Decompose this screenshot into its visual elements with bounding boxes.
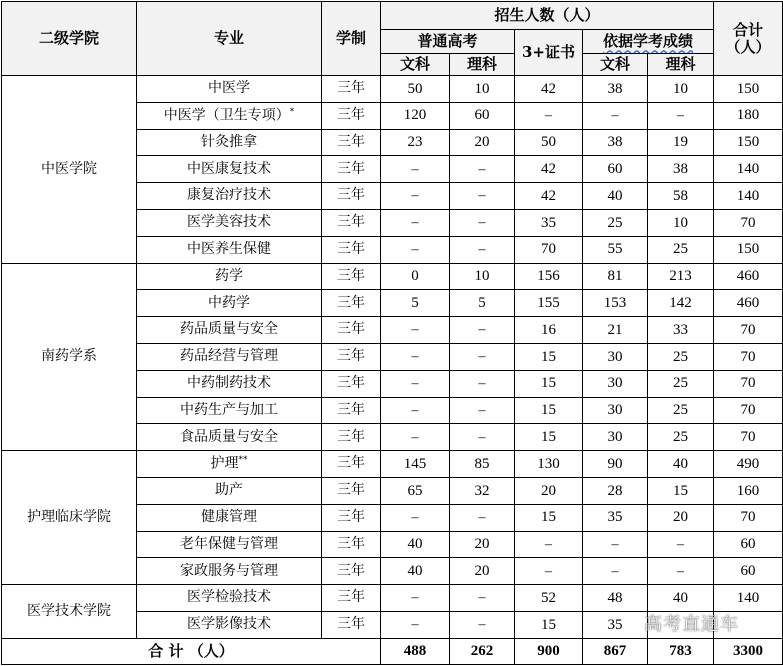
footnote-mark: ** [238, 455, 248, 466]
totals-regular-science: 262 [450, 639, 515, 665]
total-cell: 140 [714, 183, 783, 210]
duration-cell: 三年 [322, 209, 381, 236]
total-cell [714, 611, 783, 638]
regular-arts-cell: – [381, 236, 450, 263]
regular-science-cell: – [450, 397, 515, 424]
cert-cell: 15 [515, 370, 583, 397]
regular-science-cell: 5 [450, 290, 515, 317]
regular-science-cell: – [450, 370, 515, 397]
major-cell [137, 397, 322, 424]
major-name: 中医学（卫生专项） [163, 107, 290, 124]
regular-arts-cell: 65 [381, 477, 450, 504]
major-name: 中药学 [208, 294, 250, 311]
major-name: 老年保健与管理 [180, 535, 278, 552]
cert-cell: 35 [515, 209, 583, 236]
major-name: 助产 [215, 482, 243, 499]
major-name: 中医学 [208, 80, 250, 97]
cert-cell: – [515, 531, 583, 558]
academic-arts-cell: 28 [583, 477, 648, 504]
totals-academic-arts: 867 [583, 639, 648, 665]
academic-science-cell: 40 [648, 451, 714, 478]
duration-cell: 三年 [322, 451, 381, 478]
major-name: 药品经营与管理 [180, 348, 278, 365]
total-cell: 180 [714, 102, 783, 129]
major-name: 医学美容技术 [187, 214, 271, 231]
academic-arts-cell: – [583, 558, 648, 585]
header-academic-test [583, 30, 714, 54]
duration-cell: 三年 [322, 397, 381, 424]
totals-academic-science: 783 [648, 639, 714, 665]
college-name: 护理临床学院 [2, 451, 137, 585]
regular-arts-cell: – [381, 504, 450, 531]
duration-cell: 三年 [322, 183, 381, 210]
academic-arts-cell: 30 [583, 370, 648, 397]
total-cell: 70 [714, 343, 783, 370]
academic-science-cell: 58 [648, 183, 714, 210]
header-regular-arts: 文科 [381, 54, 450, 76]
regular-science-cell: 10 [450, 263, 515, 290]
total-cell: 150 [714, 76, 783, 103]
total-cell: 70 [714, 370, 783, 397]
total-cell: 70 [714, 317, 783, 344]
total-cell: 70 [714, 504, 783, 531]
academic-arts-cell: 38 [583, 76, 648, 103]
academic-arts-cell: 40 [583, 183, 648, 210]
duration-cell: 三年 [322, 531, 381, 558]
major-cell [137, 290, 322, 317]
major-cell [137, 558, 322, 585]
duration-cell: 三年 [322, 585, 381, 612]
enrollment-table [1, 1, 783, 665]
total-cell: 490 [714, 451, 783, 478]
header-academic-test-label: 依据学考成绩 [602, 32, 693, 51]
major-cell [137, 102, 322, 129]
academic-science-cell: 25 [648, 424, 714, 451]
header-regular-exam: 普通高考 [381, 30, 515, 54]
totals-row [2, 639, 783, 665]
footnote-mark: * [289, 106, 295, 117]
academic-arts-cell: 30 [583, 343, 648, 370]
regular-arts-cell: – [381, 397, 450, 424]
regular-science-cell: 32 [450, 477, 515, 504]
regular-arts-cell: 23 [381, 129, 450, 156]
regular-science-cell: 20 [450, 129, 515, 156]
total-cell: 70 [714, 397, 783, 424]
academic-arts-cell: 153 [583, 290, 648, 317]
total-cell: 150 [714, 236, 783, 263]
header-regular-science: 理科 [450, 54, 515, 76]
duration-cell: 三年 [322, 558, 381, 585]
regular-arts-cell: – [381, 585, 450, 612]
major-name: 中医养生保健 [187, 240, 271, 257]
duration-cell: 三年 [322, 343, 381, 370]
regular-science-cell: 20 [450, 531, 515, 558]
table-row [2, 451, 783, 478]
total-cell: 60 [714, 531, 783, 558]
major-cell [137, 129, 322, 156]
header-total-line1: 合计 [732, 21, 763, 39]
academic-science-cell: 25 [648, 343, 714, 370]
duration-cell: 三年 [322, 263, 381, 290]
academic-arts-cell: 38 [583, 129, 648, 156]
table-body [2, 76, 783, 639]
regular-science-cell: 20 [450, 558, 515, 585]
duration-cell: 三年 [322, 504, 381, 531]
cert-cell: 15 [515, 397, 583, 424]
regular-science-cell: – [450, 343, 515, 370]
cert-cell: 52 [515, 585, 583, 612]
regular-science-cell: – [450, 156, 515, 183]
regular-science-cell: – [450, 209, 515, 236]
cert-cell: 15 [515, 611, 583, 638]
regular-science-cell: – [450, 424, 515, 451]
major-name: 家政服务与管理 [180, 562, 278, 579]
regular-arts-cell: – [381, 343, 450, 370]
academic-science-cell: 40 [648, 585, 714, 612]
academic-science-cell: 10 [648, 209, 714, 236]
regular-science-cell: 10 [450, 76, 515, 103]
total-cell: 150 [714, 129, 783, 156]
academic-science-cell: – [648, 102, 714, 129]
cert-cell: – [515, 102, 583, 129]
duration-cell: 三年 [322, 156, 381, 183]
regular-arts-cell: – [381, 370, 450, 397]
academic-science-cell: 15 [648, 477, 714, 504]
major-name: 中药制药技术 [187, 374, 271, 391]
total-cell: 160 [714, 477, 783, 504]
totals-regular-arts: 488 [381, 639, 450, 665]
cert-cell: 156 [515, 263, 583, 290]
total-cell: 60 [714, 558, 783, 585]
regular-science-cell: – [450, 183, 515, 210]
academic-science-cell: 213 [648, 263, 714, 290]
regular-science-cell: – [450, 585, 515, 612]
duration-cell: 三年 [322, 370, 381, 397]
regular-science-cell: – [450, 236, 515, 263]
major-cell [137, 451, 322, 478]
major-name: 中药生产与加工 [180, 401, 278, 418]
header-major: 专业 [137, 2, 322, 76]
academic-science-cell: 38 [648, 156, 714, 183]
major-cell [137, 156, 322, 183]
watermark-logo: 高考直通车 [644, 614, 739, 635]
academic-science-cell: 33 [648, 317, 714, 344]
major-name: 药学 [215, 267, 243, 284]
regular-science-cell: 60 [450, 102, 515, 129]
header-college: 二级学院 [2, 2, 137, 76]
major-name: 食品质量与安全 [180, 428, 278, 445]
regular-arts-cell: – [381, 209, 450, 236]
major-name: 医学检验技术 [187, 589, 271, 606]
major-cell [137, 424, 322, 451]
college-name: 医学技术学院 [2, 585, 137, 639]
major-cell [137, 263, 322, 290]
academic-science-cell: – [648, 531, 714, 558]
academic-arts-cell: 90 [583, 451, 648, 478]
header-duration: 学制 [322, 2, 381, 76]
regular-science-cell: – [450, 504, 515, 531]
header-cert: 3+证书 [515, 30, 583, 76]
academic-science-cell: 10 [648, 76, 714, 103]
major-cell [137, 183, 322, 210]
academic-science-cell: 20 [648, 504, 714, 531]
totals-cert: 900 [515, 639, 583, 665]
major-cell [137, 477, 322, 504]
duration-cell: 三年 [322, 76, 381, 103]
major-cell [137, 504, 322, 531]
academic-arts-cell: 35 [583, 611, 648, 638]
regular-science-cell: 85 [450, 451, 515, 478]
academic-science-cell: 25 [648, 370, 714, 397]
cert-cell: 155 [515, 290, 583, 317]
cert-cell: – [515, 558, 583, 585]
duration-cell: 三年 [322, 477, 381, 504]
major-cell [137, 585, 322, 612]
table-row [2, 585, 783, 612]
major-name: 护理 [210, 455, 239, 472]
major-cell [137, 611, 322, 638]
total-cell: 140 [714, 585, 783, 612]
header-academic-science: 理科 [648, 54, 714, 76]
major-name: 康复治疗技术 [187, 187, 271, 204]
regular-science-cell: – [450, 317, 515, 344]
major-cell [137, 209, 322, 236]
academic-science-cell: – [648, 558, 714, 585]
header-academic-arts: 文科 [583, 54, 648, 76]
regular-arts-cell: – [381, 317, 450, 344]
duration-cell: 三年 [322, 290, 381, 317]
regular-arts-cell: 50 [381, 76, 450, 103]
academic-arts-cell: 25 [583, 209, 648, 236]
academic-arts-cell: 60 [583, 156, 648, 183]
duration-cell: 三年 [322, 129, 381, 156]
total-cell: 70 [714, 209, 783, 236]
cert-cell: 42 [515, 183, 583, 210]
major-cell [137, 343, 322, 370]
academic-arts-cell: 55 [583, 236, 648, 263]
academic-arts-cell: 30 [583, 397, 648, 424]
total-cell: 140 [714, 156, 783, 183]
cert-cell: 130 [515, 451, 583, 478]
cert-cell: 42 [515, 156, 583, 183]
academic-arts-cell: 81 [583, 263, 648, 290]
major-name: 健康管理 [201, 508, 257, 525]
college-name: 南药学系 [2, 263, 137, 451]
duration-cell: 三年 [322, 236, 381, 263]
header-total-line2: （人） [725, 37, 771, 56]
academic-arts-cell: 48 [583, 585, 648, 612]
cert-cell: 15 [515, 343, 583, 370]
total-cell: 460 [714, 263, 783, 290]
regular-arts-cell: – [381, 424, 450, 451]
academic-arts-cell: – [583, 102, 648, 129]
duration-cell: 三年 [322, 611, 381, 638]
duration-cell: 三年 [322, 424, 381, 451]
regular-arts-cell: 40 [381, 531, 450, 558]
regular-arts-cell: 0 [381, 263, 450, 290]
cert-cell: 20 [515, 477, 583, 504]
totals-label: 合 计 （人） [2, 639, 381, 665]
major-name: 中医康复技术 [187, 160, 271, 177]
cert-cell: 16 [515, 317, 583, 344]
regular-arts-cell: – [381, 611, 450, 638]
academic-science-cell: 142 [648, 290, 714, 317]
duration-cell: 三年 [322, 317, 381, 344]
academic-science-cell [648, 611, 714, 638]
major-cell [137, 531, 322, 558]
cert-cell: 15 [515, 504, 583, 531]
table-row [2, 76, 783, 103]
regular-arts-cell: – [381, 183, 450, 210]
header-total [714, 2, 783, 76]
academic-arts-cell: 30 [583, 424, 648, 451]
cert-cell: 50 [515, 129, 583, 156]
total-cell: 70 [714, 424, 783, 451]
academic-science-cell: 19 [648, 129, 714, 156]
major-name: 医学影像技术 [187, 616, 271, 633]
total-cell: 460 [714, 290, 783, 317]
college-name: 中医学院 [2, 76, 137, 264]
academic-science-cell: 25 [648, 236, 714, 263]
cert-cell: 70 [515, 236, 583, 263]
header-enrollment: 招生人数（人） [381, 2, 714, 30]
major-cell [137, 236, 322, 263]
table-row [2, 263, 783, 290]
regular-arts-cell: 145 [381, 451, 450, 478]
major-cell [137, 76, 322, 103]
major-cell [137, 317, 322, 344]
duration-cell: 三年 [322, 102, 381, 129]
cert-cell: 42 [515, 76, 583, 103]
regular-arts-cell: 40 [381, 558, 450, 585]
regular-arts-cell: 120 [381, 102, 450, 129]
regular-arts-cell: 5 [381, 290, 450, 317]
regular-science-cell: – [450, 611, 515, 638]
major-cell [137, 370, 322, 397]
major-name: 针灸推拿 [201, 133, 257, 150]
academic-science-cell: 25 [648, 397, 714, 424]
cert-cell: 15 [515, 424, 583, 451]
academic-arts-cell: 21 [583, 317, 648, 344]
academic-arts-cell: 35 [583, 504, 648, 531]
major-name: 药品质量与安全 [180, 321, 278, 338]
academic-arts-cell: – [583, 531, 648, 558]
totals-grand: 3300 [714, 639, 783, 665]
regular-arts-cell: – [381, 156, 450, 183]
